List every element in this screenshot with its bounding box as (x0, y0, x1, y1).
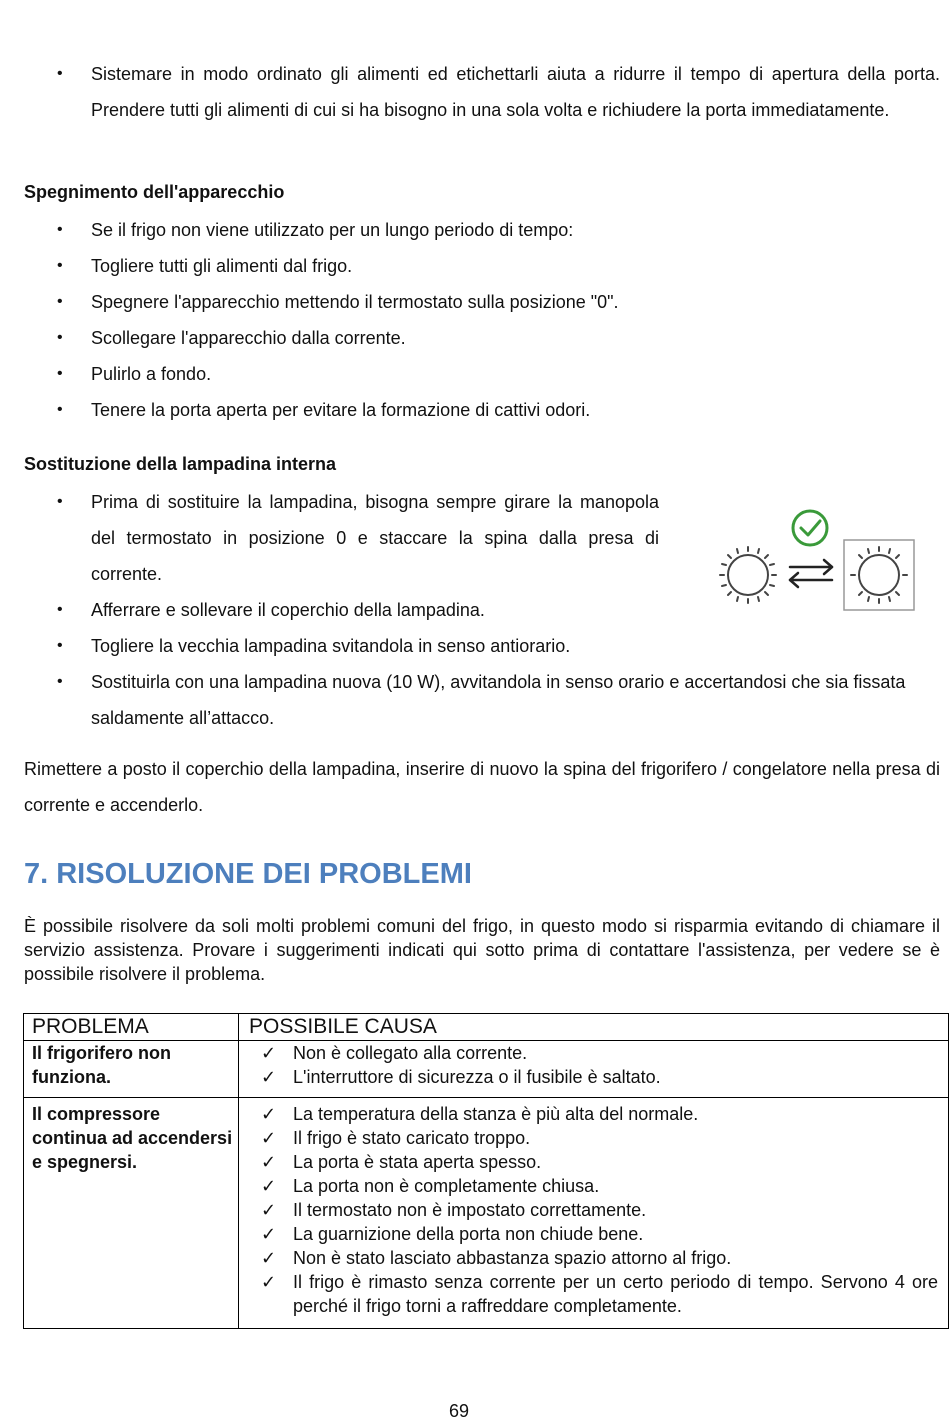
lampadina-closing-paragraph: Rimettere a posto il coperchio della lampadina, inserire di nuovo la spina del frigorifero / congelatore nella presa di corrente e accenderlo. (24, 759, 940, 815)
problem-cell (24, 1098, 239, 1329)
table-row (24, 1041, 949, 1098)
cause-item: ✓ Il termostato non è impostato correttamente. (249, 1198, 938, 1222)
header-problema: PROBLEMA (24, 1014, 239, 1041)
cause-item: ✓ Il frigo è stato caricato troppo. (249, 1126, 938, 1150)
problem-text: Il frigorifero non funziona. (32, 1043, 171, 1087)
section-title: 7. RISOLUZIONE DEI PROBLEMI (24, 858, 472, 890)
lampadina-bullets (0, 592, 950, 736)
list-item: • Prima di sostituire la lampadina, bisogna sempre girare la manopola del termostato in posizione 0 e staccare la spina dalla presa di corrente. (0, 484, 669, 592)
cause-item: ✓ Non è collegato alla corrente. (249, 1041, 938, 1065)
list-item: • Spegnere l'apparecchio mettendo il termostato sulla posizione "0". (0, 284, 950, 320)
list-item: • Se il frigo non viene utilizzato per un lungo periodo di tempo: (0, 212, 950, 248)
table-row (24, 1098, 949, 1329)
cause-item: ✓ Non è stato lasciato abbastanza spazio attorno al frigo. (249, 1246, 938, 1270)
cause-item: ✓ La temperatura della stanza è più alta del normale. (249, 1102, 938, 1126)
header-possibile-causa: POSSIBILE CAUSA (239, 1014, 949, 1041)
troubleshooting-intro: È possibile risolvere da soli molti problemi comuni del frigo, in questo modo si risparmia evitando di chiamare il servizio assistenza. Provare i suggerimenti indicati qui sotto prima di contattare l'assistenza, per vedere se è possibile risolvere il problema. (24, 916, 940, 984)
intro-bullets (0, 56, 950, 128)
problem-text: Il compressore continua ad accendersi e spegnersi. (32, 1104, 233, 1172)
cause-item: ✓ La guarnizione della porta non chiude bene. (249, 1222, 938, 1246)
causes-cell (239, 1041, 949, 1098)
list-item: • Pulirlo a fondo. (0, 356, 950, 392)
cause-item: ✓ L'interruttore di sicurezza o il fusibile è saltato. (249, 1065, 938, 1089)
list-item: • Tenere la porta aperta per evitare la formazione di cattivi odori. (0, 392, 950, 428)
heading-lampadina: Sostituzione della lampadina interna (24, 454, 337, 474)
swap-arrows-icon (790, 560, 832, 587)
page-number: 69 (448, 1401, 470, 1421)
heading-spegnimento: Spegnimento dell'apparecchio (24, 182, 285, 202)
check-circle-icon (793, 511, 827, 545)
cause-item: ✓ Il frigo è rimasto senza corrente per un certo periodo di tempo. Servono 4 ore perché il frigo torni a raffreddare completamente. (249, 1270, 938, 1318)
troubleshooting-table (23, 1013, 949, 1329)
cause-item: ✓ La porta è stata aperta spesso. (249, 1150, 938, 1174)
list-item: • Sostituirla con una lampadina nuova (10 W), avvitandola in senso orario e accertandosi che sia fissata saldamente all’attacco. (0, 664, 950, 736)
list-item: • Afferrare e sollevare il coperchio della lampadina. (0, 592, 950, 628)
list-item: • Togliere tutti gli alimenti dal frigo. (0, 248, 950, 284)
list-item: • Scollegare l'apparecchio dalla corrente. (0, 320, 950, 356)
problem-cell (24, 1041, 239, 1098)
table-header-row (24, 1014, 949, 1041)
causes-cell (239, 1098, 949, 1329)
spegnimento-bullets (0, 212, 950, 428)
list-item: • Togliere la vecchia lampadina svitandola in senso antiorario. (0, 628, 950, 664)
list-item: • Sistemare in modo ordinato gli alimenti ed etichettarli aiuta a ridurre il tempo di apertura della porta. Prendere tutti gli alimenti di cui si ha bisogno in una sola volta e richiudere la porta immediatamente. (0, 56, 950, 128)
cause-item: ✓ La porta non è completamente chiusa. (249, 1174, 938, 1198)
